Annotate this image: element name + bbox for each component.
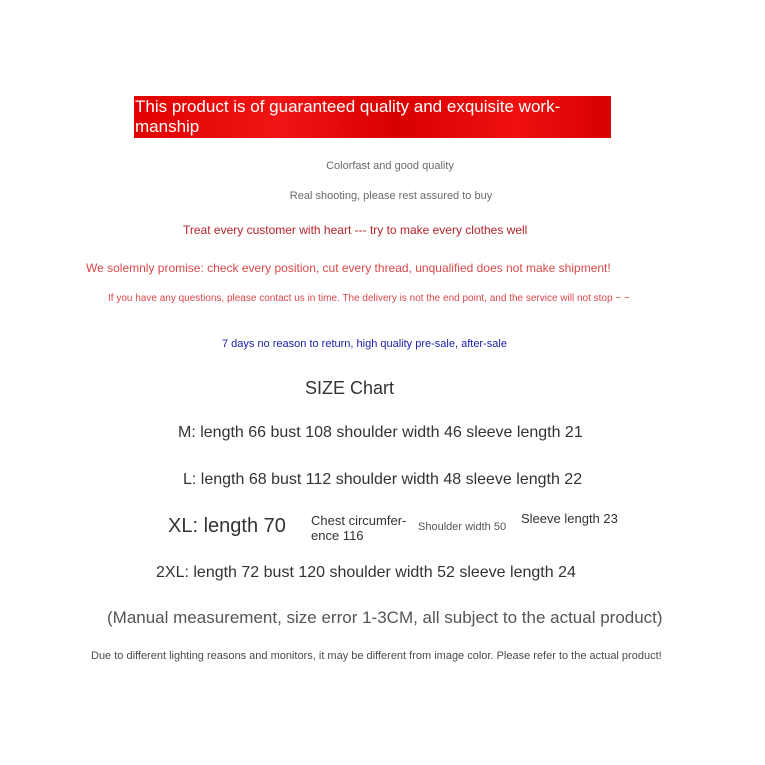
return-policy-text: 7 days no reason to return, high quality pre-sale, after-sale — [222, 338, 507, 350]
size-row-l: L: length 68 bust 112 shoulder width 48 sleeve length 22 — [183, 471, 583, 488]
color-disclaimer: Due to different lighting reasons and monitors, it may be different from image color. Please refer to the actual product! — [91, 650, 662, 662]
size-row-xl-length: XL: length 70 — [168, 515, 286, 537]
size-row-m: M: length 66 bust 108 shoulder width 46 sleeve length 21 — [178, 424, 583, 441]
size-row-2xl: 2XL: length 72 bust 120 shoulder width 52 sleeve length 24 — [156, 564, 576, 581]
size-row-xl-shoulder: Shoulder width 50 — [418, 521, 507, 533]
size-row-xl-sleeve: Sleeve length 23 — [521, 511, 618, 526]
measurement-note: (Manual measurement, size error 1-3CM, all subject to the actual product) — [107, 608, 663, 627]
promise-text: We solemnly promise: check every position, cut every thread, unqualified does not make shipment! — [86, 261, 611, 275]
colorfast-text: Colorfast and good quality — [326, 160, 454, 172]
quality-banner-text: This product is of guaranteed quality and exquisite work-manship — [135, 97, 561, 136]
size-chart-title: SIZE Chart — [305, 378, 395, 398]
real-shooting-text: Real shooting, please rest assured to buy — [289, 190, 493, 202]
size-row-xl-chest: Chest circumfer-ence 116 — [311, 513, 407, 543]
contact-text: If you have any questions, please contact us in time. The delivery is not the end point, and the service will not stop ~ ~ — [108, 293, 630, 304]
treat-customer-text: Treat every customer with heart --- try to make every clothes well — [183, 223, 528, 237]
quality-banner — [134, 96, 611, 138]
